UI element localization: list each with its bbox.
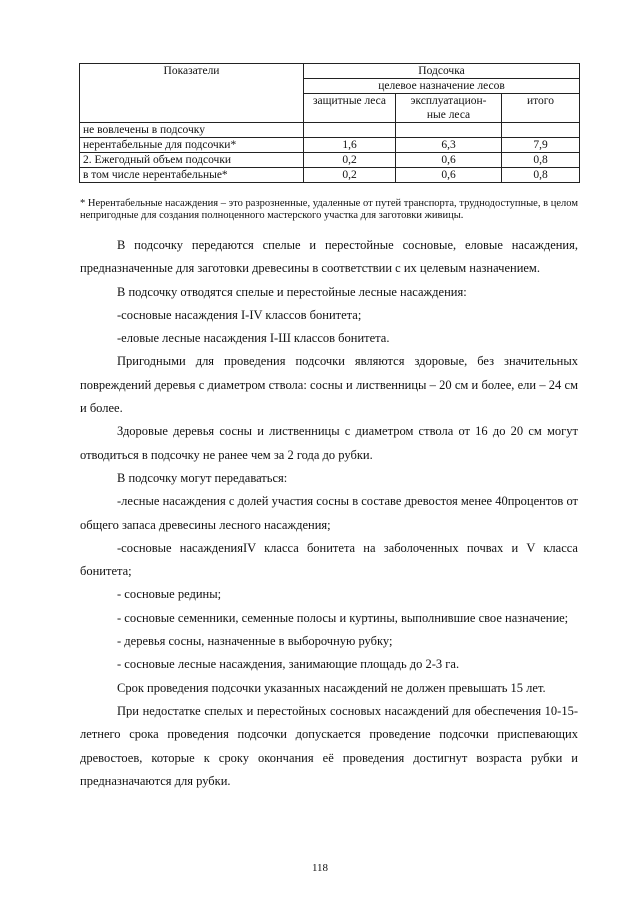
list-item: - деревья сосны, назначенные в выборочную рубку; — [117, 634, 393, 649]
header-forest-purpose: целевое назначение лесов — [304, 79, 580, 94]
table-row — [80, 123, 580, 138]
table-row — [80, 138, 580, 153]
paragraph: В подсочку могут передаваться: — [117, 470, 288, 485]
list-item: - сосновые семенники, семенные полосы и куртины, выполнившие свое назначение; — [117, 610, 569, 625]
cell-total: 7,9 — [502, 138, 580, 153]
list-item: -лесные насаждения с долей участия сосны в составе древостоя менее 40процентов от общего запаса древесины лесного насаждения; — [80, 494, 578, 532]
paragraph: В подсочку передаются спелые и перестойные сосновые, еловые насаждения, предназначенные для заготовки древесины в соответствии с их целевым назначением. — [80, 238, 578, 276]
row-label: нерентабельные для подсочки* — [80, 138, 304, 153]
table-footnote: * Нерентабельные насаждения – это разрозненные, удаленные от путей транспорта, труднодоступные, в целом непригодные для создания полноценного мастерского участка для заготовки живицы. — [80, 198, 578, 221]
row-label: в том числе нерентабельные* — [80, 168, 304, 183]
list-item: - сосновые редины; — [117, 587, 222, 602]
table-row — [80, 168, 580, 183]
cell-total: 0,8 — [502, 153, 580, 168]
table-row — [80, 153, 580, 168]
header-tapping: Подсочка — [304, 64, 580, 79]
cell-total — [502, 123, 580, 138]
cell-exploitation: 0,6 — [396, 168, 502, 183]
header-total: итого — [502, 94, 580, 123]
cell-exploitation — [396, 123, 502, 138]
row-label: 2. Ежегодный объем подсочки — [80, 153, 304, 168]
cell-protective: 0,2 — [304, 168, 396, 183]
header-exploitation-forests — [396, 94, 502, 123]
cell-protective: 0,2 — [304, 153, 396, 168]
paragraph: В подсочку отводятся спелые и перестойные лесные насаждения: — [117, 284, 467, 299]
cell-exploitation: 0,6 — [396, 153, 502, 168]
tapping-volume-table — [79, 63, 580, 183]
header-exploitation-line1: эксплуатацион- — [410, 95, 487, 107]
list-item: -сосновые насаждения I-IV классов бонитета; — [117, 307, 362, 322]
cell-protective: 1,6 — [304, 138, 396, 153]
header-protective-forests: защитные леса — [304, 94, 396, 123]
cell-total: 0,8 — [502, 168, 580, 183]
paragraph: Срок проведения подсочки указанных насаждений не должен превышать 15 лет. — [117, 680, 546, 695]
header-indicators: Показатели — [80, 64, 304, 123]
paragraph: Здоровые деревья сосны и лиственницы с диаметром ствола от 16 до 20 см могут отводиться в подсочку не ранее чем за 2 года до рубки. — [80, 424, 578, 462]
list-item: -сосновые насажденияIV класса бонитета на заболоченных почвах и V класса бонитета; — [80, 540, 578, 579]
page-number: 118 — [311, 862, 329, 874]
table-header-row — [80, 64, 580, 79]
paragraph: При недостатке спелых и перестойных сосновых насаждений для обеспечения 10-15-летнего срока проведения подсочки допускается проведение подсочки приспевающих древостоев, которые к сроку окончания её проведения достигнут возраста рубки и предназначаются для рубки. — [80, 703, 578, 788]
row-label: не вовлечены в подсочку — [80, 123, 304, 138]
paragraph: Пригодными для проведения подсочки являются здоровые, без значительных повреждений деревья с диаметром ствола: сосны и лиственницы – 20 см и более, ели – 24 см и более. — [80, 354, 578, 416]
cell-exploitation: 6,3 — [396, 138, 502, 153]
list-item: -еловые лесные насаждения I-Ш классов бонитета. — [117, 331, 390, 346]
body-text — [80, 234, 578, 793]
header-exploitation-line2: ные леса — [426, 109, 471, 121]
cell-protective — [304, 123, 396, 138]
list-item: - сосновые лесные насаждения, занимающие площадь до 2-3 га. — [117, 657, 460, 672]
